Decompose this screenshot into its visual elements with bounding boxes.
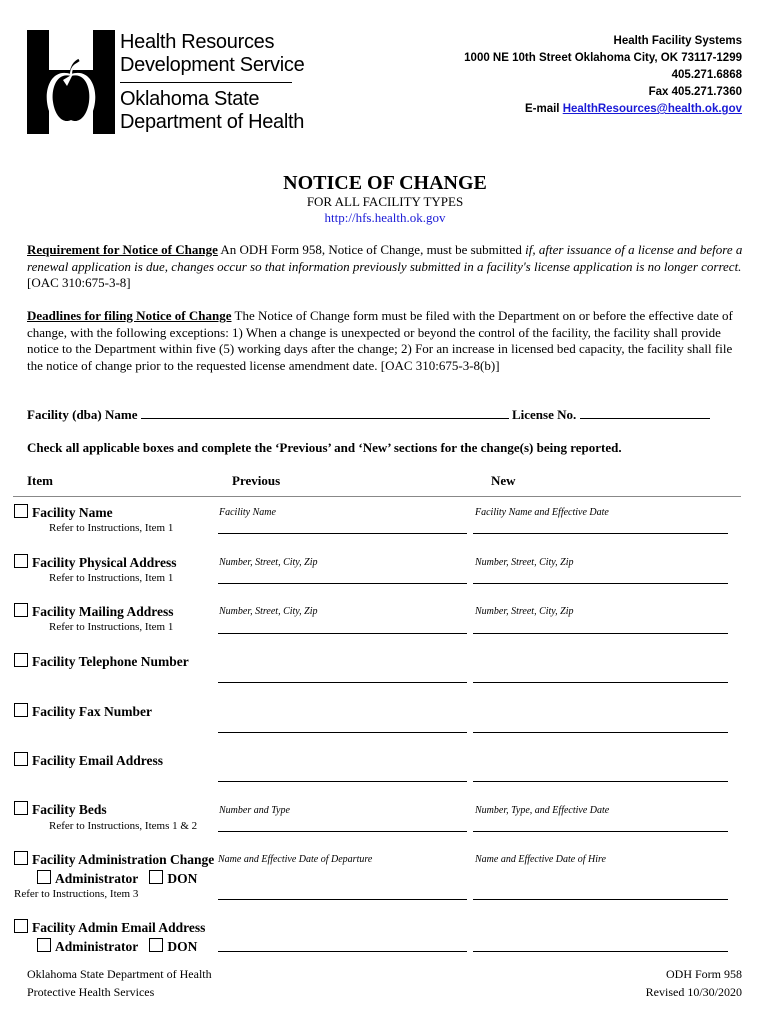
previous-field[interactable] bbox=[218, 732, 467, 733]
row-facility-name: Facility Name bbox=[14, 504, 113, 521]
mailing-address-checkbox[interactable] bbox=[14, 603, 28, 617]
requirement-heading: Requirement for Notice of Change bbox=[27, 242, 218, 257]
prev-hint: Facility Name bbox=[219, 507, 276, 518]
previous-field[interactable] bbox=[218, 633, 467, 634]
email-checkbox[interactable] bbox=[14, 752, 28, 766]
dept-label: Health Facility Systems bbox=[613, 35, 742, 47]
col-item: Item bbox=[27, 473, 53, 488]
new-field[interactable] bbox=[473, 682, 728, 683]
contact-block bbox=[464, 33, 742, 118]
don-checkbox[interactable] bbox=[149, 870, 163, 884]
previous-field[interactable] bbox=[218, 831, 467, 832]
deadlines-paragraph: Deadlines for filing Notice of Change The Notice of Change form must be filed with the Department on or before the effective date of change, with the following exceptions: 1) When a change is unexpected or beyond the control of the facility, the facility shall provide notice to the Department within five (5) working days after the change; 2) For an increase in licensed bed capacity, the facility shall file the notice of change prior to the requested license amendment date. [OAC 310:675-3-8(b)] bbox=[27, 308, 733, 373]
admin-options: Administrator DON bbox=[37, 870, 197, 887]
previous-field[interactable] bbox=[218, 682, 467, 683]
prev-hint: Number, Street, City, Zip bbox=[219, 606, 318, 617]
new-field[interactable] bbox=[473, 951, 728, 952]
fax-checkbox[interactable] bbox=[14, 703, 28, 717]
previous-field[interactable] bbox=[218, 781, 467, 782]
instruction-text: Check all applicable boxes and complete the ‘Previous’ and ‘New’ sections for the change(s) being reported. bbox=[27, 440, 622, 455]
new-field[interactable] bbox=[473, 732, 728, 733]
new-field[interactable] bbox=[473, 781, 728, 782]
phone: 405.271.6868 bbox=[671, 69, 742, 81]
previous-field[interactable] bbox=[218, 951, 467, 952]
dept-name: Oklahoma State Department of Health bbox=[120, 88, 305, 133]
address: 1000 NE 10th Street Oklahoma City, OK 73117-1299 bbox=[464, 52, 742, 64]
email-line: E-mail HealthResources@health.ok.gov bbox=[524, 103, 742, 115]
facility-name-checkbox[interactable] bbox=[14, 504, 28, 518]
col-previous: Previous bbox=[232, 473, 281, 488]
row-admin-email: Facility Admin Email Address bbox=[14, 919, 205, 936]
previous-field[interactable] bbox=[218, 533, 467, 534]
new-hint: Number, Type, and Effective Date bbox=[475, 805, 610, 816]
email-link[interactable]: HealthResources@health.ok.gov bbox=[562, 103, 742, 115]
admin-email-options: Administrator DON bbox=[37, 938, 197, 955]
row-mailing-address: Facility Mailing Address bbox=[14, 603, 174, 620]
physical-address-checkbox[interactable] bbox=[14, 554, 28, 568]
admin-email-checkbox[interactable] bbox=[14, 919, 28, 933]
row-email: Facility Email Address bbox=[14, 752, 163, 769]
prev-hint: Number and Type bbox=[219, 805, 290, 816]
license-number-field[interactable] bbox=[580, 406, 710, 419]
row-beds: Facility Beds bbox=[14, 801, 107, 818]
facility-line: Facility (dba) Name License No. bbox=[27, 406, 742, 423]
previous-field[interactable] bbox=[218, 583, 467, 584]
administrator-checkbox[interactable] bbox=[37, 870, 51, 884]
prev-hint: Name and Effective Date of Departure bbox=[218, 854, 373, 865]
new-hint: Facility Name and Effective Date bbox=[475, 507, 609, 518]
administrator-checkbox[interactable] bbox=[37, 938, 51, 952]
new-hint: Number, Street, City, Zip bbox=[475, 557, 574, 568]
requirement-paragraph: Requirement for Notice of Change An ODH Form 958, Notice of Change, must be submitted if, after issuance of a license and before a renewal application is due, changes occur so that information previously submitted in a facility's license application is no longer correct. [OAC 310:675-3-8] bbox=[27, 242, 743, 290]
row-ref: Refer to Instructions, Item 1 bbox=[49, 572, 174, 584]
fax: Fax 405.271.7360 bbox=[648, 86, 742, 98]
administration-checkbox[interactable] bbox=[14, 851, 28, 865]
form-subtitle: FOR ALL FACILITY TYPES bbox=[306, 194, 464, 209]
col-new: New bbox=[491, 473, 516, 488]
footer-right: ODH Form 958 Revised 10/30/2020 bbox=[645, 967, 742, 999]
don-checkbox[interactable] bbox=[149, 938, 163, 952]
telephone-checkbox[interactable] bbox=[14, 653, 28, 667]
new-field[interactable] bbox=[473, 899, 728, 900]
org-name: Health Resources Development Service bbox=[120, 31, 305, 76]
facility-name-field[interactable] bbox=[141, 406, 509, 419]
row-fax: Facility Fax Number bbox=[14, 703, 152, 720]
org-divider bbox=[120, 82, 292, 83]
previous-field[interactable] bbox=[218, 899, 467, 900]
row-physical-address: Facility Physical Address bbox=[14, 554, 177, 571]
website-link[interactable]: http://hfs.health.ok.gov bbox=[324, 210, 446, 225]
form-title: NOTICE OF CHANGE bbox=[283, 172, 487, 194]
new-field[interactable] bbox=[473, 831, 728, 832]
new-field[interactable] bbox=[473, 583, 728, 584]
odh-logo bbox=[27, 30, 115, 134]
prev-hint: Number, Street, City, Zip bbox=[219, 557, 318, 568]
row-administration: Facility Administration Change bbox=[14, 851, 214, 868]
new-hint: Number, Street, City, Zip bbox=[475, 606, 574, 617]
deadlines-heading: Deadlines for filing Notice of Change bbox=[27, 308, 232, 323]
beds-checkbox[interactable] bbox=[14, 801, 28, 815]
new-field[interactable] bbox=[473, 633, 728, 634]
row-ref: Refer to Instructions, Item 3 bbox=[14, 888, 139, 900]
row-ref: Refer to Instructions, Item 1 bbox=[49, 522, 174, 534]
row-ref: Refer to Instructions, Items 1 & 2 bbox=[49, 820, 198, 832]
new-hint: Name and Effective Date of Hire bbox=[475, 854, 606, 865]
header-divider bbox=[13, 496, 741, 497]
new-field[interactable] bbox=[473, 533, 728, 534]
row-ref: Refer to Instructions, Item 1 bbox=[49, 621, 174, 633]
row-telephone: Facility Telephone Number bbox=[14, 653, 189, 670]
footer-left: Oklahoma State Department of Health Protective Health Services bbox=[27, 967, 212, 999]
